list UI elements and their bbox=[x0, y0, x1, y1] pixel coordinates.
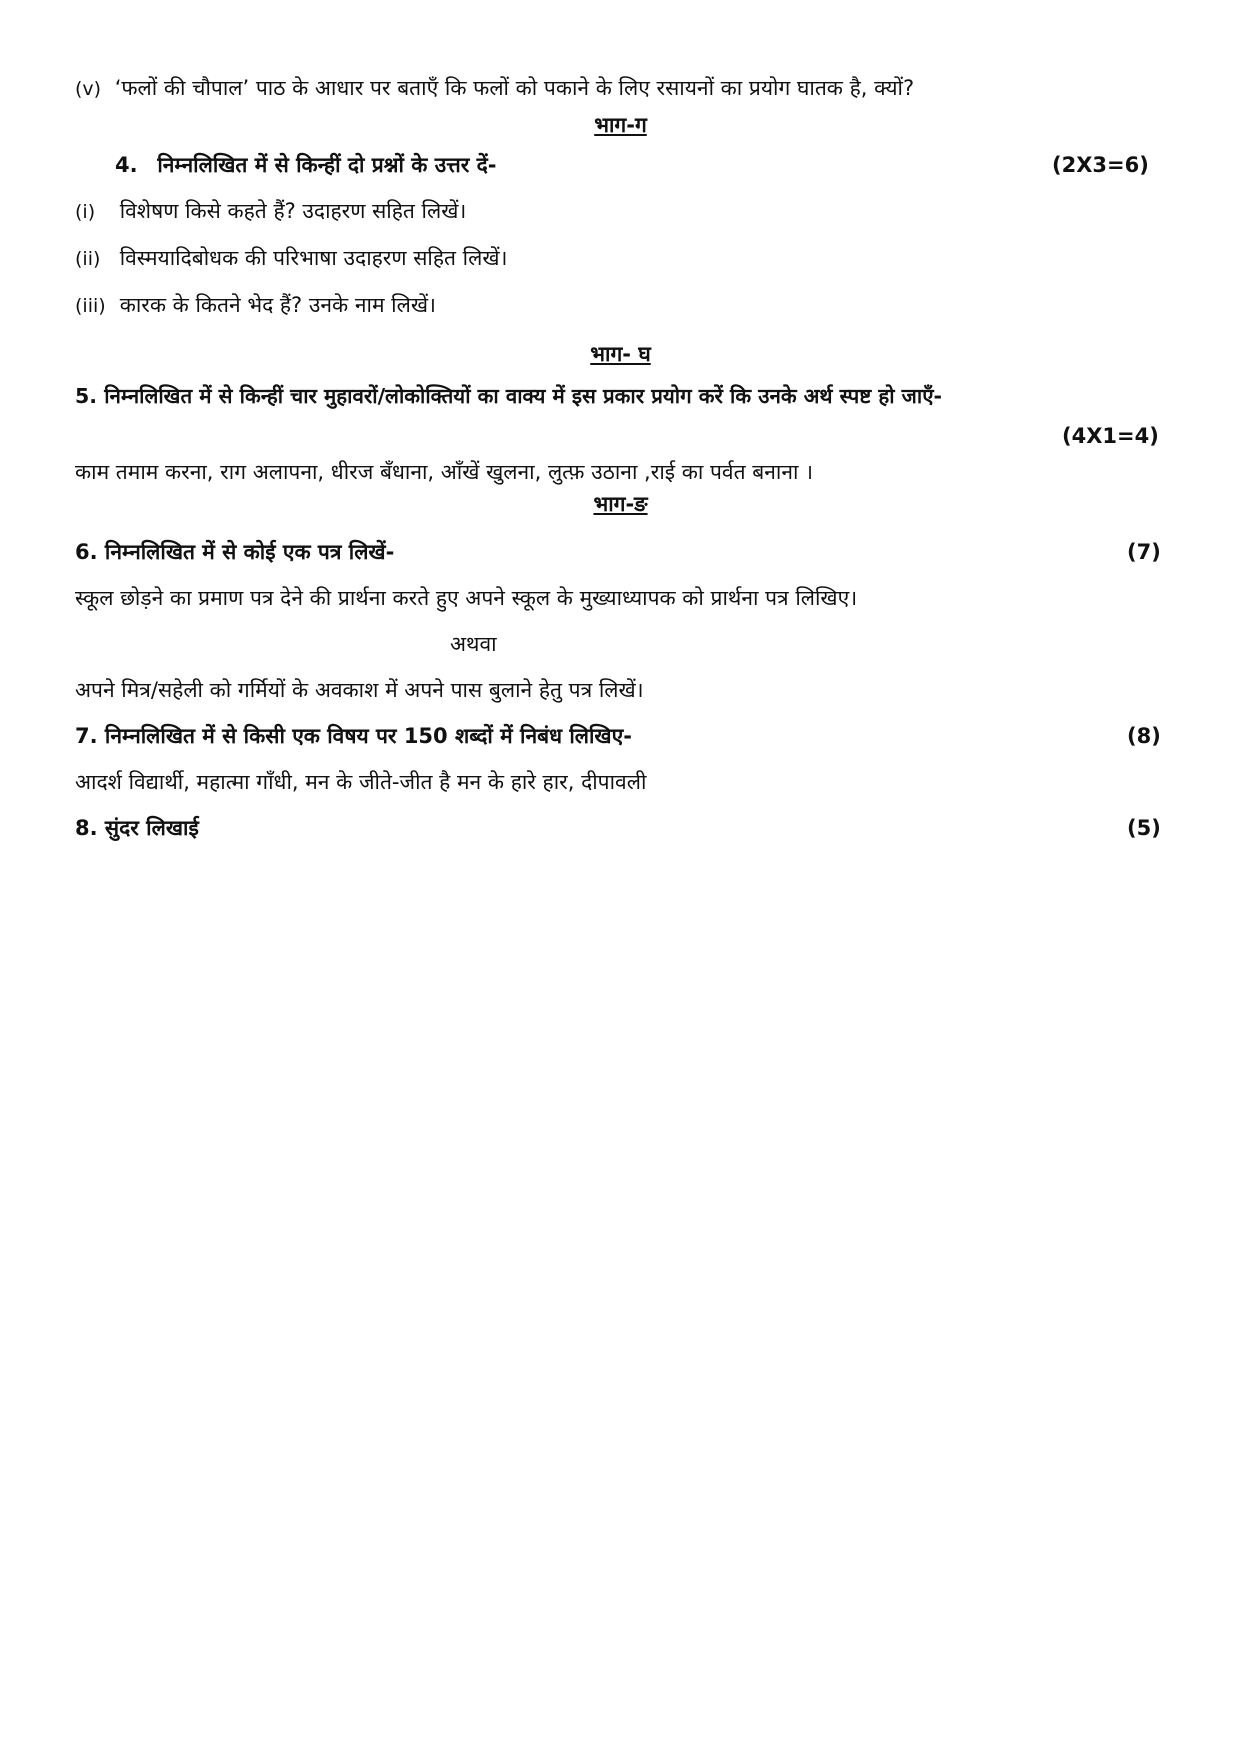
item-text: विशेषण किसे कहते हैं? उदाहरण सहित लिखें। bbox=[119, 199, 467, 223]
item-number: (iii) bbox=[75, 295, 106, 317]
question-3-v bbox=[75, 73, 914, 104]
question-6-marks: (7) bbox=[1127, 540, 1161, 564]
section-heading-part-e: भाग-ङ bbox=[593, 492, 648, 516]
item-number: (ii) bbox=[75, 248, 101, 270]
section-heading-part-d: भाग- घ bbox=[590, 342, 651, 366]
question-8-prompt: 8. सुंदर लिखाई bbox=[75, 816, 199, 840]
question-number: 4. bbox=[115, 153, 138, 177]
item-number: (i) bbox=[75, 201, 96, 223]
question-text: निम्नलिखित में से किन्हीं दो प्रश्नों के उत्तर दें- bbox=[157, 153, 497, 177]
item-text: विस्मयादिबोधक की परिभाषा उदाहरण सहित लिखें। bbox=[119, 246, 508, 270]
question-6-prompt: 6. निम्नलिखित में से कोई एक पत्र लिखें- bbox=[75, 540, 395, 564]
item-text: ‘फलों की चौपाल’ पाठ के आधार पर बताएँ कि फलों को पकाने के लिए रसायनों का प्रयोग घातक है, क्यों? bbox=[114, 76, 915, 100]
question-5-prompt: 5. निम्नलिखित में से किन्हीं चार मुहावरों/लोकोक्तियों का वाक्य में इस प्रकार प्रयोग करें कि उनके अर्थ स्पष्ट हो जाएँ- bbox=[75, 384, 943, 408]
question-7-topics: आदर्श विद्यार्थी, महात्मा गाँधी, मन के जीते-जीत है मन के हारे हार, दीपावली bbox=[75, 770, 647, 794]
question-4-prompt bbox=[115, 150, 497, 180]
question-5-idioms: काम तमाम करना, राग अलापना, धीरज बँधाना, आँखें खुलना, लुत्फ़ उठाना ,राई का पर्वत बनाना । bbox=[75, 460, 814, 484]
question-4-item-i bbox=[75, 196, 466, 227]
section-heading-part-c: भाग-ग bbox=[594, 113, 647, 137]
question-6-option-1: स्कूल छोड़ने का प्रमाण पत्र देने की प्रार्थना करते हुए अपने स्कूल के मुख्याध्यापक को प्रार्थना पत्र लिखिए। bbox=[75, 586, 858, 610]
question-7-marks: (8) bbox=[1127, 724, 1161, 748]
question-7-prompt: 7. निम्नलिखित में से किसी एक विषय पर 150 शब्दों में निबंध लिखिए- bbox=[75, 724, 632, 748]
item-number: (v) bbox=[75, 78, 102, 100]
question-4-marks: (2X3=6) bbox=[1052, 153, 1149, 177]
question-4-item-iii bbox=[75, 290, 436, 321]
question-4-item-ii bbox=[75, 243, 507, 274]
question-6-option-2: अपने मित्र/सहेली को गर्मियों के अवकाश में अपने पास बुलाने हेतु पत्र लिखें। bbox=[75, 678, 644, 702]
question-8-marks: (5) bbox=[1127, 816, 1161, 840]
question-5-marks: (4X1=4) bbox=[1062, 424, 1159, 448]
item-text: कारक के कितने भेद हैं? उनके नाम लिखें। bbox=[119, 293, 436, 317]
question-6-or: अथवा bbox=[450, 632, 497, 656]
